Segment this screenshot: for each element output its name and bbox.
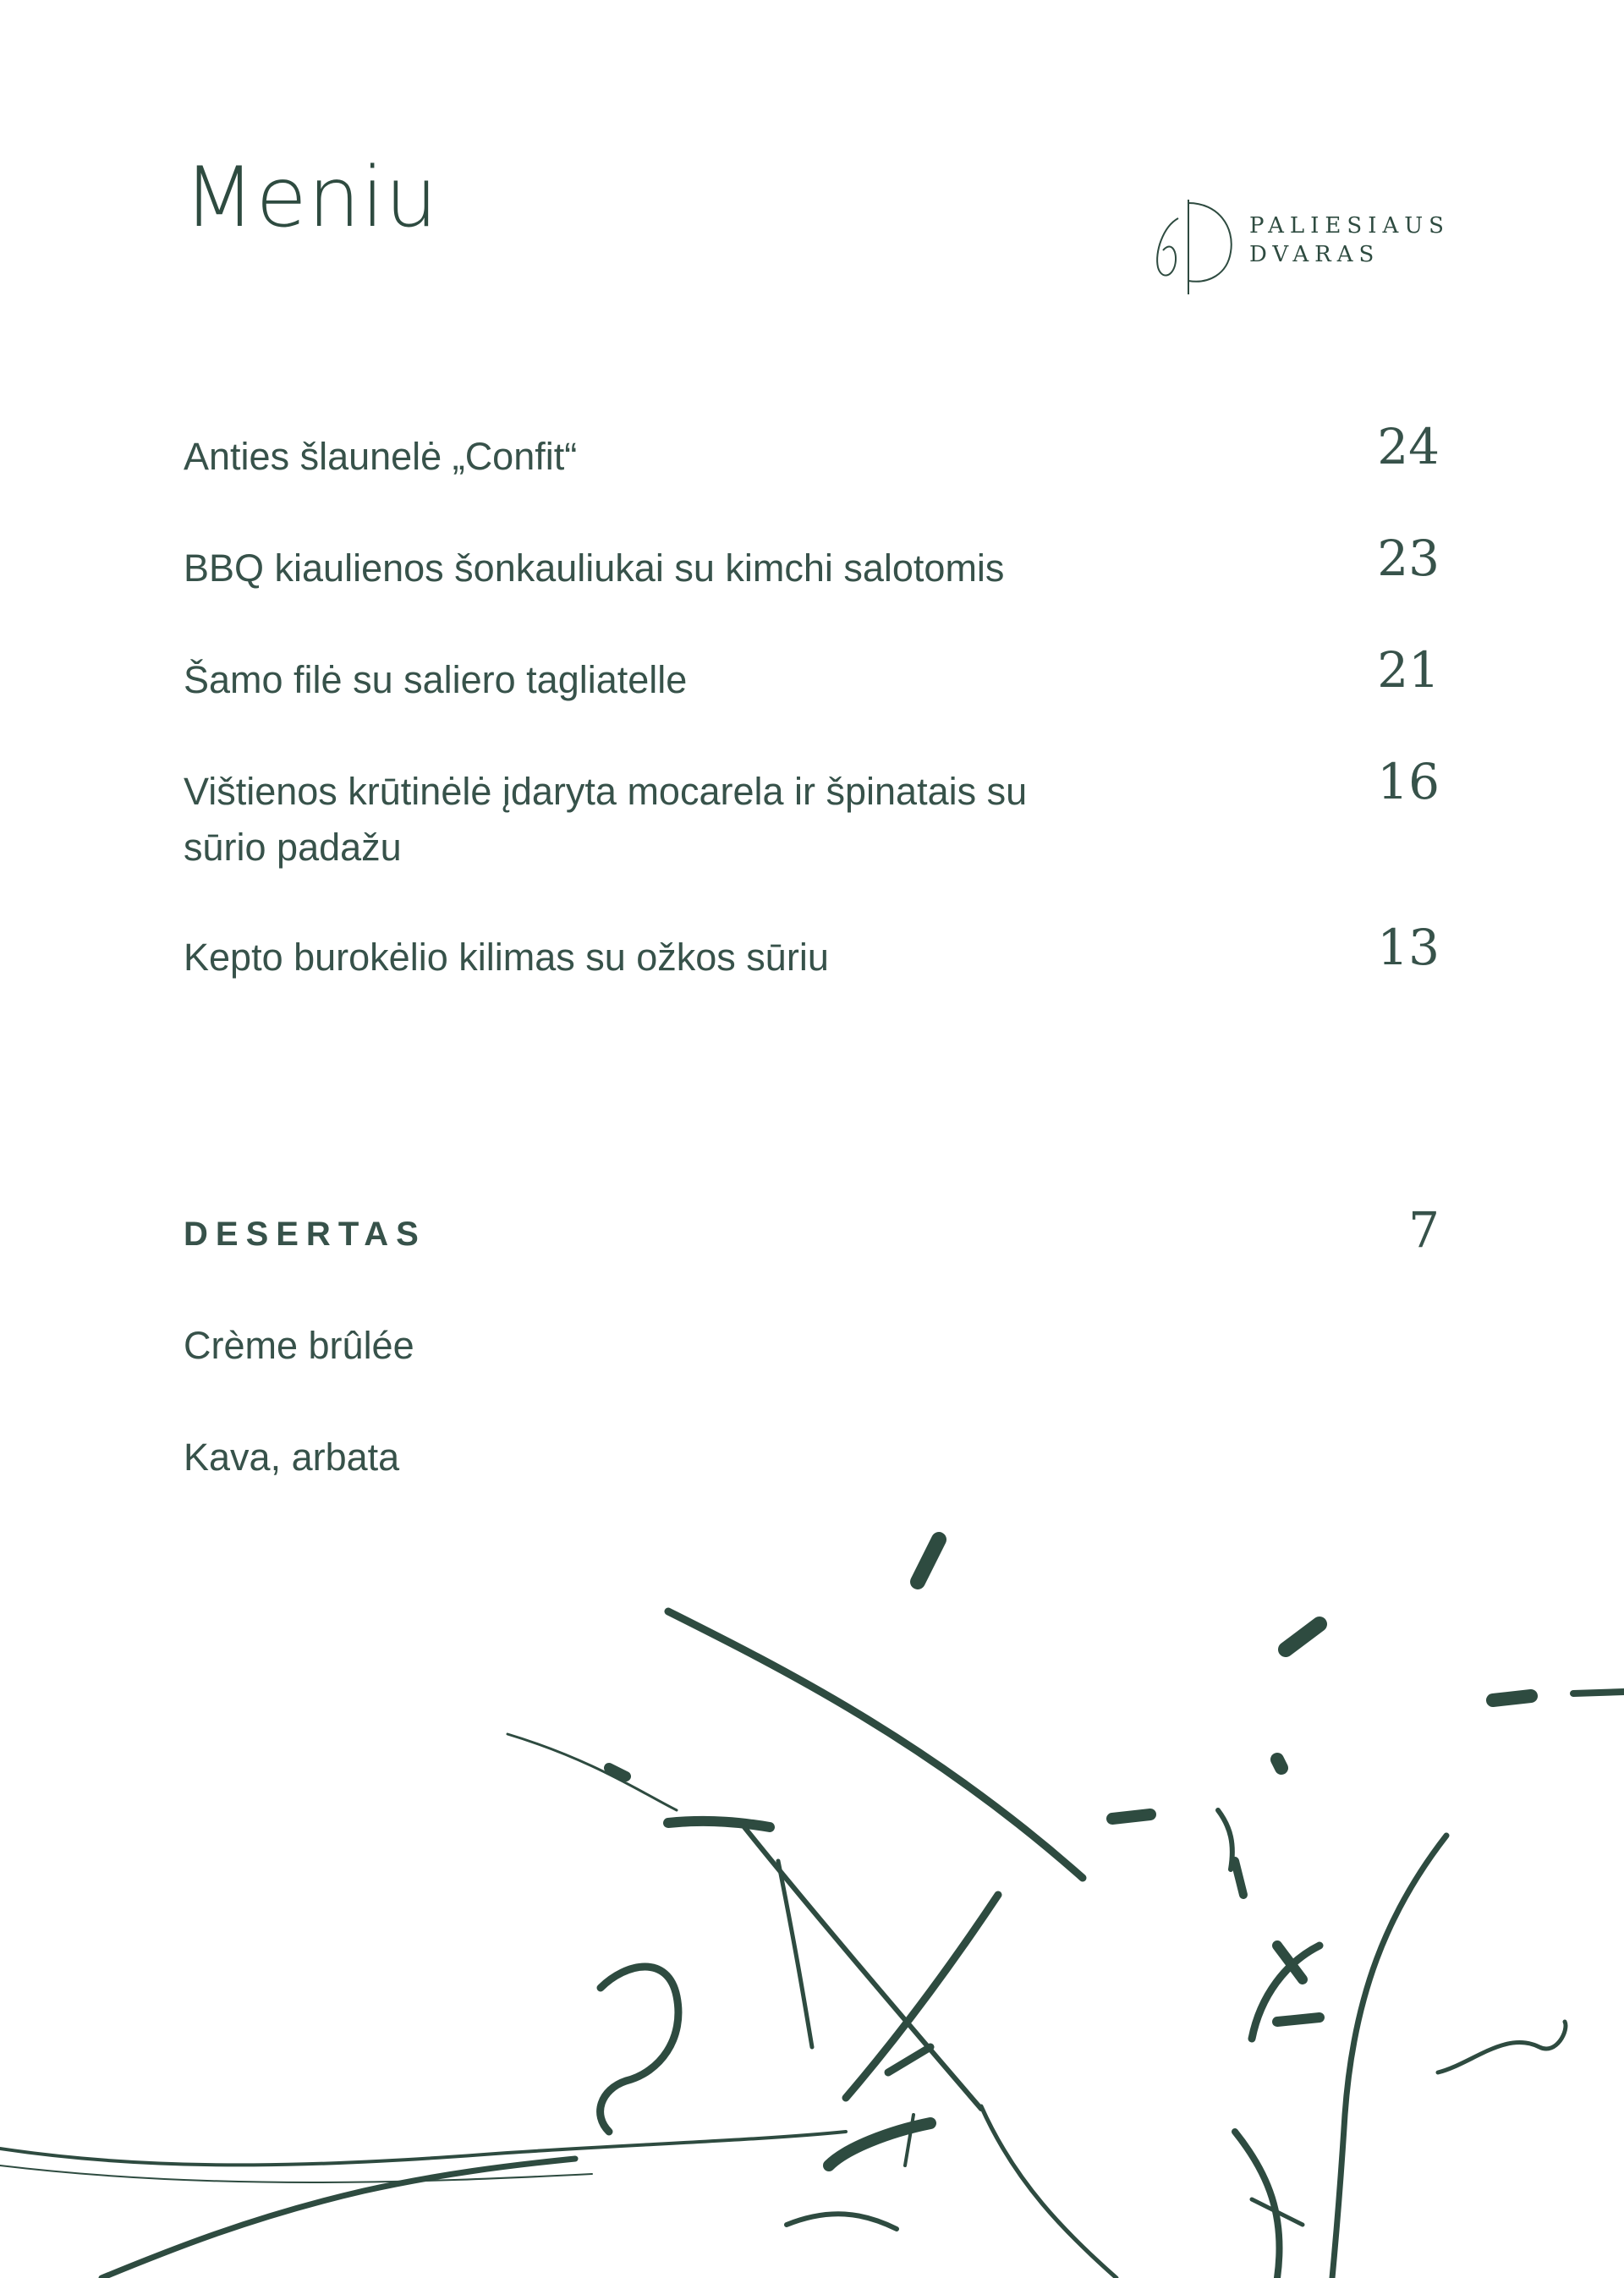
menu-item-name: Kepto burokėlio kilimas su ožkos sūriu [184, 936, 829, 979]
page-title: Meniu [184, 150, 439, 246]
menu-item-price: 16 [1377, 753, 1440, 810]
menu-item-price: 21 [1377, 641, 1440, 699]
menu-item-price: 13 [1377, 919, 1440, 976]
decorative-scribble [0, 1523, 1624, 2278]
menu-item-name: BBQ kiaulienos šonkauliukai su kimchi salotomis [184, 546, 1005, 590]
brand-line-2: DVARAS [1249, 242, 1380, 267]
menu-item-name: Vištienos krūtinėlė įdaryta mocarela ir špinatais su sūrio padažu [184, 770, 1028, 869]
dessert-item: Crème brûlée [184, 1324, 414, 1367]
brand-name [1249, 211, 1450, 269]
menu-item-name: Šamo filė su saliero tagliatelle [184, 658, 688, 701]
dessert-heading: DESERTAS [184, 1216, 426, 1253]
brand-logo [1138, 193, 1451, 303]
menu-item-name: Anties šlaunelė „Confit“ [184, 435, 578, 478]
menu-item-price: 23 [1377, 530, 1440, 587]
dessert-price: 7 [1408, 1201, 1440, 1259]
menu-item-price: 24 [1377, 418, 1440, 475]
monogram-icon [1138, 193, 1248, 303]
brand-line-1: PALIESIAUS [1249, 213, 1450, 239]
dessert-item: Kava, arbata [184, 1435, 400, 1479]
